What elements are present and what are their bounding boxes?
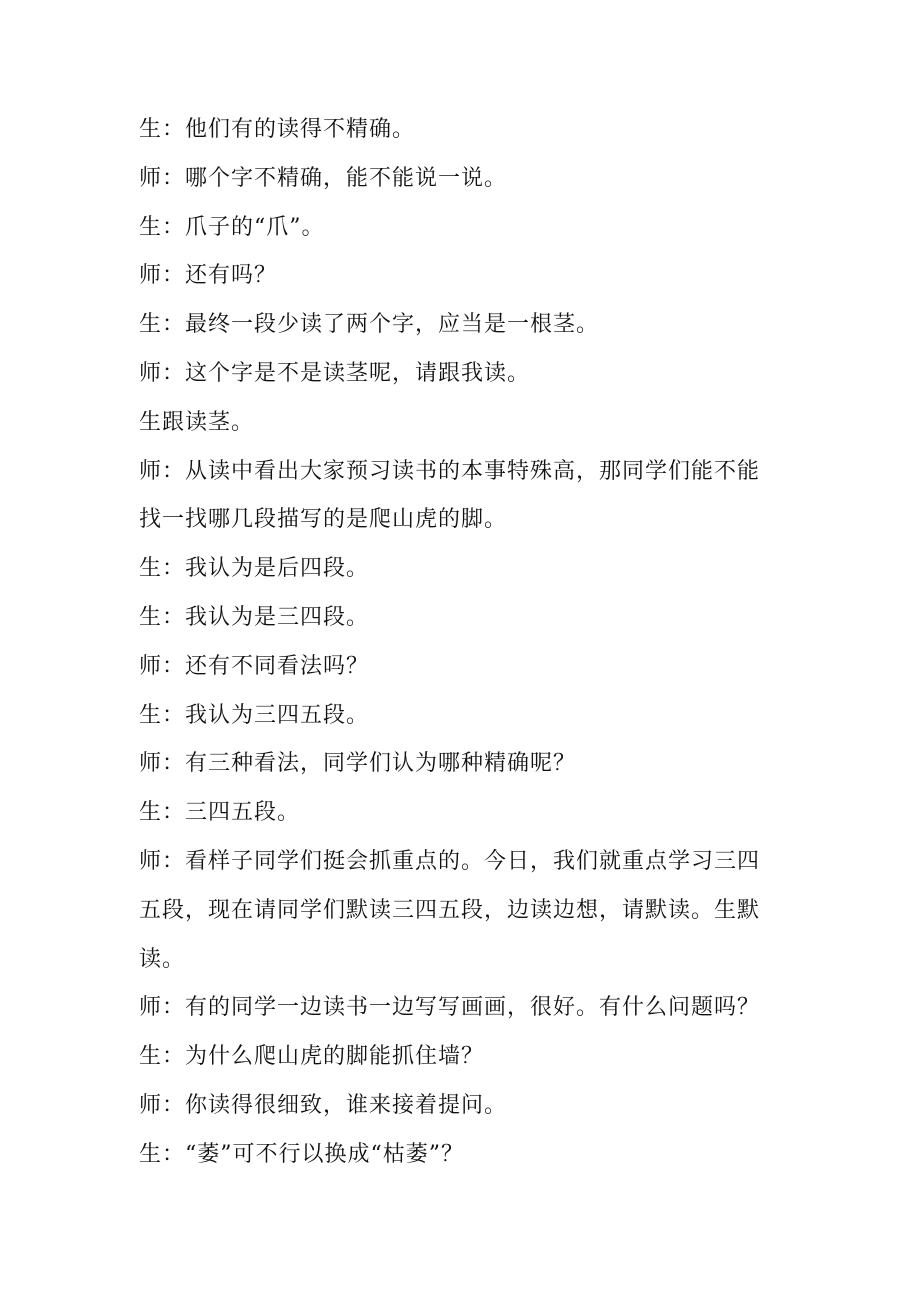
paragraph-6: 师：这个字是不是读茎呢，请跟我读。 <box>139 360 531 386</box>
document-body <box>139 106 779 1180</box>
paragraph-15: 师：看样子同学们挺会抓重点的。今日，我们就重点学习三四五段，现在请同学们默读三四五段，边读边想，请默读。生默读。 <box>139 848 761 972</box>
paragraph-12: 生：我认为三四五段。 <box>139 702 370 728</box>
paragraph-4: 师：还有吗？ <box>139 263 278 289</box>
paragraph-5: 生：最终一段少读了两个字，应当是一根茎。 <box>139 312 600 338</box>
paragraph-9: 生：我认为是后四段。 <box>139 556 370 582</box>
paragraph-14: 生：三四五段。 <box>139 800 301 826</box>
paragraph-8: 师：从读中看出大家预习读书的本事特殊高，那同学们能不能找一找哪几段描写的是爬山虎的脚。 <box>139 458 761 533</box>
paragraph-7: 生跟读茎。 <box>139 409 255 435</box>
paragraph-16: 师：有的同学一边读书一边写写画画，很好。有什么问题吗？ <box>139 995 761 1021</box>
paragraph-19: 生：“萎”可不行以换成“枯萎”？ <box>139 1141 464 1167</box>
paragraph-3: 生：爪子的“爪”。 <box>139 214 325 240</box>
paragraph-2: 师：哪个字不精确，能不能说一说。 <box>139 165 508 191</box>
paragraph-17: 生：为什么爬山虎的脚能抓住墙？ <box>139 1044 485 1070</box>
paragraph-11: 师：还有不同看法吗？ <box>139 653 370 679</box>
paragraph-18: 师：你读得很细致，谁来接着提问。 <box>139 1092 508 1118</box>
paragraph-10: 生：我认为是三四段。 <box>139 604 370 630</box>
paragraph-1: 生：他们有的读得不精确。 <box>139 117 416 142</box>
paragraph-13: 师：有三种看法，同学们认为哪种精确呢？ <box>139 751 577 777</box>
